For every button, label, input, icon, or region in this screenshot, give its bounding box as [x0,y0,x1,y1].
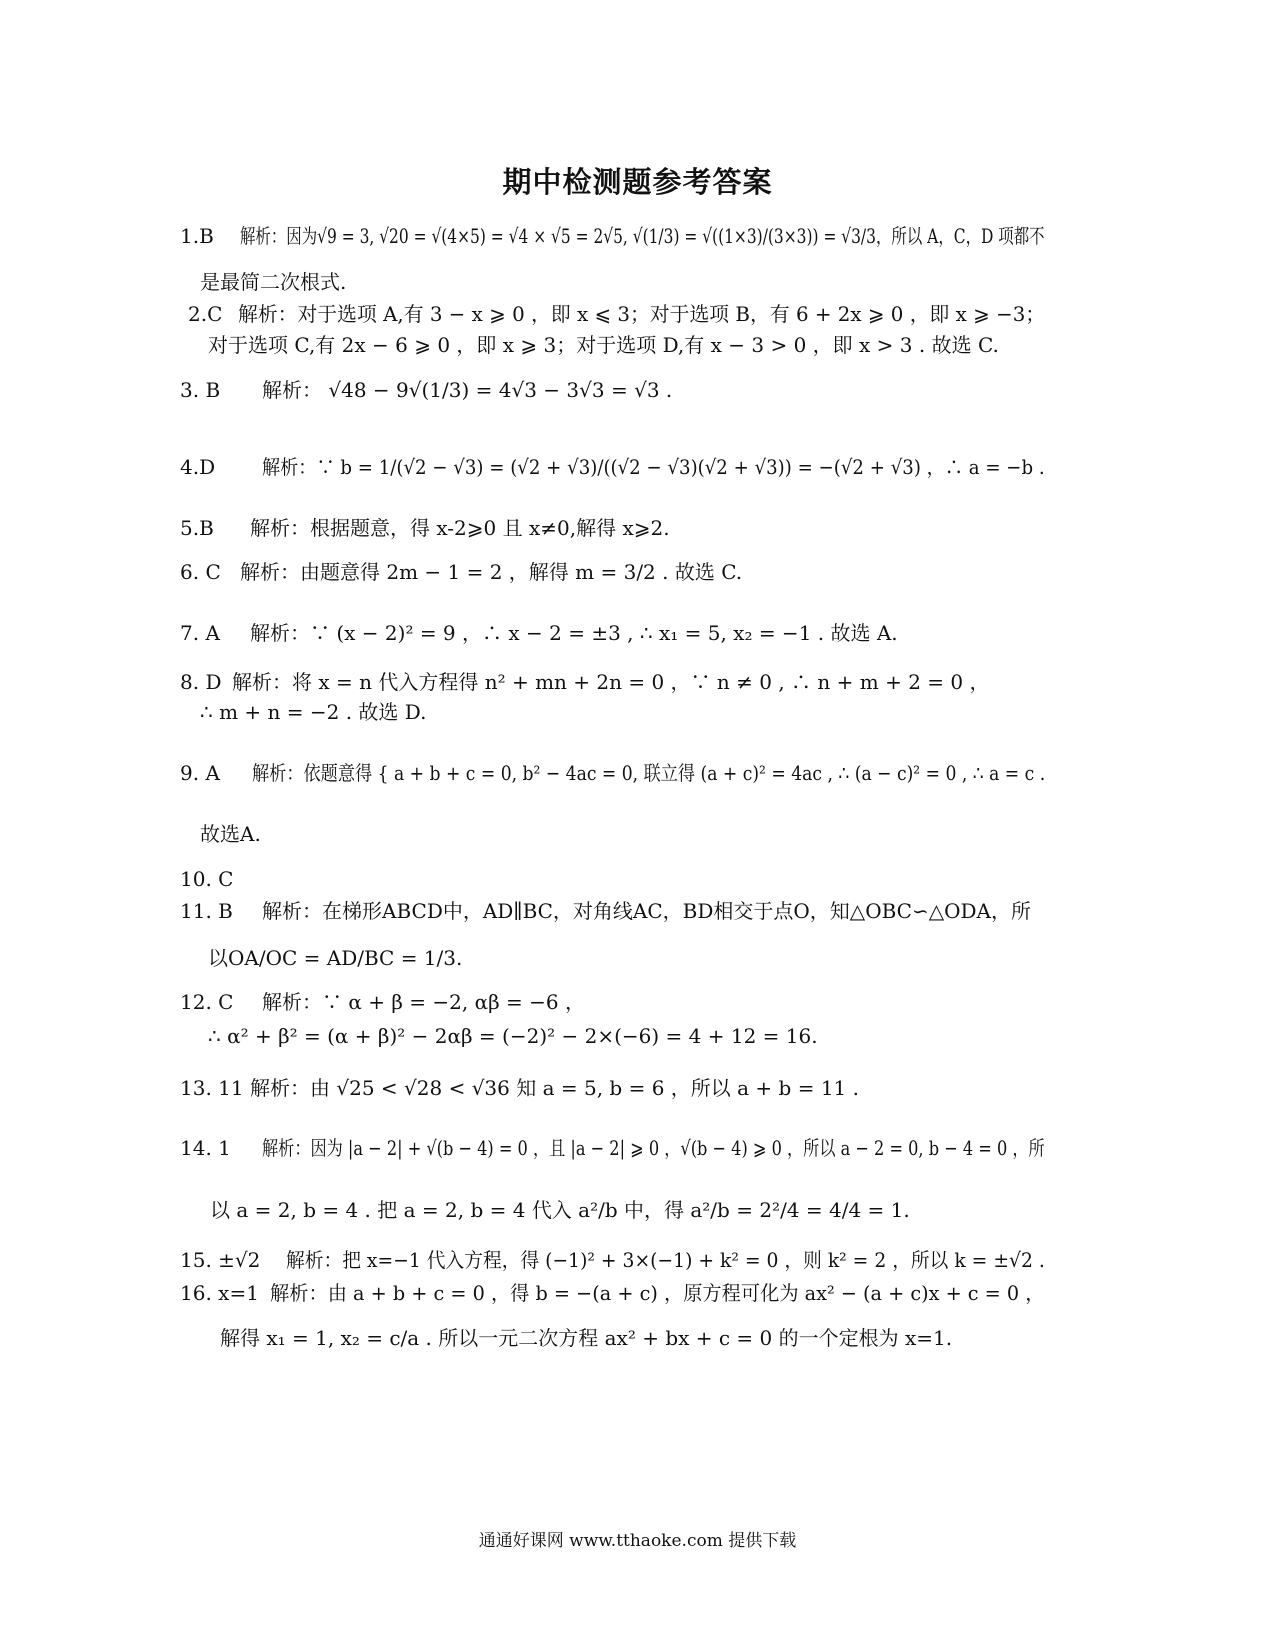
answer-number: 4.D [180,455,216,479]
answer-number: 5.B [180,516,214,540]
answer-line: 解析：依题意得 { a + b + c = 0, b² − 4ac = 0, 联立得 (a + c)² = 4ac , ∴ (a − c)² = 0 , ∴ a = c . [252,761,1046,785]
answer-line: 解析：∵ α + β = −2, αβ = −6 ， [262,990,585,1014]
answer-line: 解析：将 x = n 代入方程得 n² + mn + 2n = 0 ，∵ n ≠ 0 , ∴ n + m + 2 = 0 ， [232,670,990,694]
answer-line: 解析：∵ (x − 2)² = 9 ，∴ x − 2 = ±3 , ∴ x₁ = 5, x₂ = −1 . 故选 A. [250,621,898,645]
answer-line: 解析：由题意得 2m − 1 = 2 ，解得 m = 3/2 . 故选 C. [240,560,743,584]
answer-number: 12. C [180,990,234,1014]
answer-line: 以OA/OC = AD/BC = 1/3. [208,946,463,970]
answer-number: 2.C [188,302,223,326]
answer-number: 9. A [180,761,220,785]
answer-number: 11. B [180,899,233,923]
answer-line: 对于选项 C,有 2x − 6 ⩾ 0 ，即 x ⩾ 3；对于选项 D,有 x − 3 > 0 ，即 x > 3 . 故选 C. [208,333,999,357]
answer-line: 解析：把 x=−1 代入方程，得 (−1)² + 3×(−1) + k² = 0 ，则 k² = 2 ，所以 k = ±√2 . [286,1248,1045,1272]
answer-line: 解析：∵ b = 1/(√2 − √3) = (√2 + √3)/((√2 − √3)(√2 + √3)) = −(√2 + √3) ，∴ a = −b . [262,455,1045,479]
answer-line: ∴ α² + β² = (α + β)² − 2αβ = (−2)² − 2×(−6) = 4 + 12 = 16. [208,1024,818,1048]
answer-line: ∴ m + n = −2 . 故选 D. [200,700,427,724]
answer-line: 解析： √48 − 9√(1/3) = 4√3 − 3√3 = √3 . [262,378,673,402]
answer-number: 14. 1 [180,1136,231,1160]
answer-number: 8. D [180,670,222,694]
answer-line: 以 a = 2, b = 4 . 把 a = 2, b = 4 代入 a²/b 中，得 a²/b = 2²/4 = 4/4 = 1. [210,1198,910,1222]
answer-line: 解析：在梯形ABCD中，AD∥BC，对角线AC，BD相交于点O，知△OBC∽△ODA，所 [262,899,1031,923]
answer-number: 15. ±√2 [180,1248,261,1272]
page-title: 期中检测题参考答案 [502,165,773,199]
page-footer: 通通好课网 www.tthaoke.com 提供下载 [478,1531,797,1551]
answer-line: 解析：根据题意，得 x-2⩾0 且 x≠0,解得 x⩾2. [250,516,670,540]
answer-number: 16. x=1 [180,1281,259,1305]
answer-line: 解析：因为√9 = 3, √20 = √(4×5) = √4 × √5 = 2√5, √(1/3) = √((1×3)/(3×3)) = √3/3，所以 A，C，D 项都不 [240,224,1045,248]
answer-line: 解析：由 a + b + c = 0 ，得 b = −(a + c) ，原方程可化为 ax² − (a + c)x + c = 0 ， [270,1281,1045,1305]
answer-line: 故选A. [200,822,261,846]
answer-number: 3. B [180,378,221,402]
answer-line: 解得 x₁ = 1, x₂ = c/a . 所以一元二次方程 ax² + bx + c = 0 的一个定根为 x=1. [220,1326,953,1350]
answer-line: 解析：由 √25 < √28 < √36 知 a = 5, b = 6 ，所以 a + b = 11 . [250,1076,859,1100]
answer-number: 13. 11 [180,1076,244,1100]
answer-number: 10. C [180,867,234,891]
answer-number: 1.B [180,224,214,248]
answer-number: 6. C [180,560,221,584]
answer-line: 解析：因为 |a − 2| + √(b − 4) = 0 ，且 |a − 2| ⩾ 0 ，√(b − 4) ⩾ 0 ，所以 a − 2 = 0, b − 4 = 0 ，所 [262,1136,1045,1160]
answer-line: 解析：对于选项 A,有 3 − x ⩾ 0 ，即 x ⩽ 3；对于选项 B，有 6 + 2x ⩾ 0 ，即 x ⩾ −3； [238,302,1046,326]
answer-line: 是最简二次根式. [200,270,347,294]
answer-number: 7. A [180,621,220,645]
